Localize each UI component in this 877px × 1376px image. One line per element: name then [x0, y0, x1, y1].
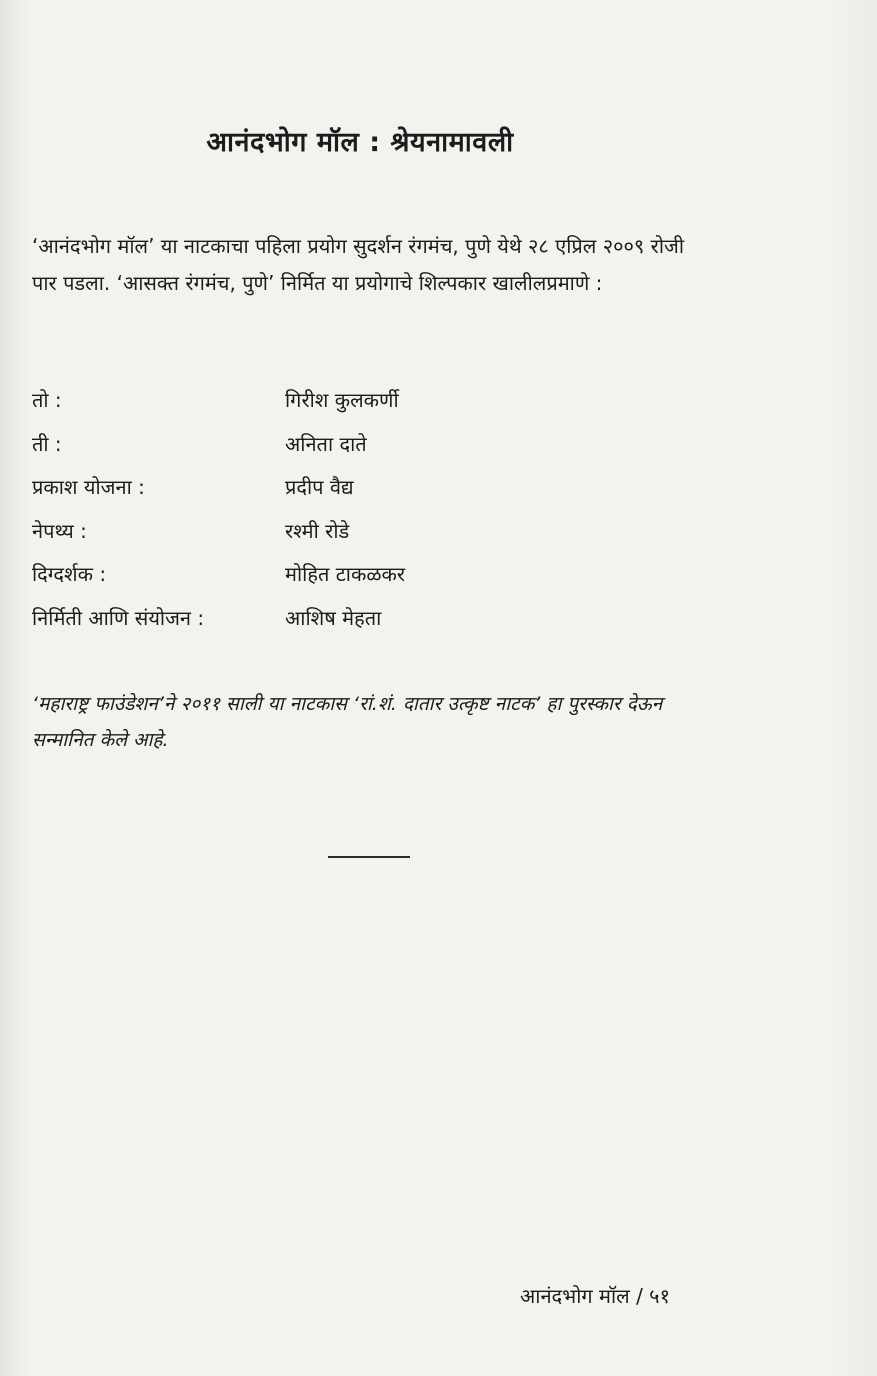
section-divider: [328, 856, 410, 858]
credit-row: [32, 386, 712, 430]
credit-role: तो :: [32, 388, 62, 412]
page-title: आनंदभोग मॉल : श्रेयनामावली: [206, 127, 514, 158]
credit-role: प्रकाश योजना :: [32, 475, 145, 499]
credit-name: रश्मी रोडे: [285, 518, 350, 543]
credit-row: [32, 604, 712, 648]
credit-row: [32, 430, 712, 474]
credit-name: गिरीश कुलकर्णी: [285, 388, 399, 412]
credit-row: [32, 560, 712, 604]
credit-role: निर्मिती आणि संयोजन :: [32, 605, 205, 630]
credits-list: [32, 386, 712, 647]
credit-role: दिग्दर्शक :: [32, 562, 107, 586]
credit-name: मोहित टाकळकर: [285, 562, 406, 586]
credit-name: प्रदीप वैद्य: [285, 475, 354, 499]
credit-role: ती :: [32, 431, 62, 456]
credit-row: [32, 517, 712, 561]
award-note: ‘महाराष्ट्र फाउंडेशन’ने २०११ साली या नाटकास ‘रां.शं. दातार उत्कृष्ट नाटक’ हा पुरस्कार देऊन सन्मानित केले आहे.: [32, 693, 663, 751]
page-footer: आनंदभोग मॉल / ५१: [520, 1284, 670, 1308]
credit-role: नेपथ्य :: [32, 518, 87, 543]
credit-row: [32, 473, 712, 517]
intro-paragraph: ‘आनंदभोग मॉल’ या नाटकाचा पहिला प्रयोग सुदर्शन रंगमंच, पुणे येथे २८ एप्रिल २००९ रोजी पार पडला. ‘आसक्त रंगमंच, पुणे’ निर्मित या प्रयोगाचे शिल्पकार खालीलप्रमाणे :: [32, 234, 685, 295]
credit-name: आशिष मेहता: [285, 605, 382, 630]
credit-name: अनिता दाते: [285, 431, 367, 456]
